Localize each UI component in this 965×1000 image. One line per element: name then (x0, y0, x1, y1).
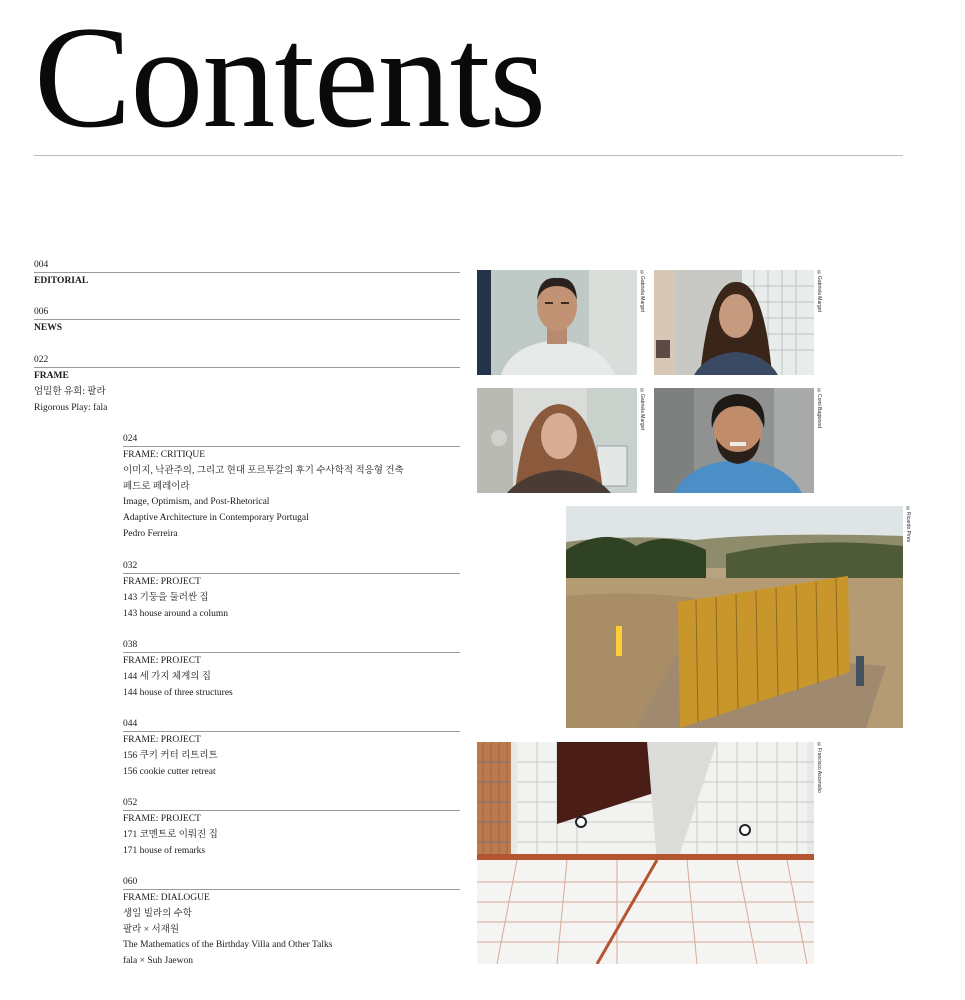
toc-entry-project-156[interactable] (123, 717, 460, 780)
portrait-photo-woman-long-hair (477, 388, 637, 493)
entry-divider (123, 889, 460, 890)
entry-divider (123, 810, 460, 811)
toc-entry-editorial[interactable] (34, 258, 460, 290)
page-title: Contents (34, 0, 546, 158)
entry-line: 171 house of remarks (123, 845, 206, 856)
entry-line: 이미지, 낙관주의, 그리고 현대 포르투갈의 후기 수사학적 적응형 건축 (123, 465, 404, 476)
entry-line: 156 cookie cutter retreat (123, 766, 216, 777)
toc-entry-project-171[interactable] (123, 796, 460, 859)
photo-credit: ©Ricardo Pires (905, 506, 911, 543)
page-number: 052 (123, 798, 138, 808)
page-number: 044 (123, 719, 138, 729)
photo-credit: ©Gabriela Margot (816, 270, 822, 312)
toc-entry-frame[interactable] (34, 353, 460, 416)
entry-line: Pedro Ferreira (123, 528, 178, 539)
entry-line: 팔라 × 서재원 (123, 924, 179, 935)
entry-divider (123, 731, 460, 732)
section-heading: FRAME: CRITIQUE (123, 450, 206, 460)
entry-line: The Mathematics of the Birthday Villa and Other Talks (123, 940, 333, 951)
toc-entry-project-144[interactable] (123, 638, 460, 701)
entry-line: Adaptive Architecture in Contemporary Portugal (123, 513, 309, 524)
entry-line: 엄밀한 유희: 팔라 (34, 386, 106, 397)
photo-credit: ©Gabriela Margot (639, 270, 645, 312)
title-divider (34, 155, 903, 156)
photo-credit: ©Francisco Ascensão (816, 742, 822, 793)
entry-divider (34, 367, 460, 368)
section-heading: FRAME: PROJECT (123, 735, 201, 745)
page-number: 032 (123, 561, 138, 571)
page-number: 038 (123, 640, 138, 650)
page-number: 024 (123, 434, 138, 444)
section-heading: FRAME: PROJECT (123, 577, 201, 587)
section-heading: NEWS (34, 323, 62, 333)
toc-entry-dialogue[interactable] (123, 875, 460, 970)
entry-divider (34, 272, 460, 273)
entry-line: 171 코멘트로 이뤄진 집 (123, 829, 218, 840)
entry-line: 144 house of three structures (123, 687, 233, 698)
section-heading: EDITORIAL (34, 276, 89, 286)
toc-entry-news[interactable] (34, 305, 460, 337)
entry-line: Rigorous Play: fala (34, 402, 108, 413)
entry-line: 페드로 페레이라 (123, 481, 190, 492)
entry-divider (123, 652, 460, 653)
section-heading: FRAME (34, 371, 69, 381)
entry-line: 156 쿠키 커터 리트리트 (123, 750, 218, 761)
portrait-photo-bearded-man (654, 388, 814, 493)
toc-entry-critique[interactable] (123, 432, 460, 543)
portrait-photo-woman-curly (654, 270, 814, 375)
photo-credit: ©Gabriela Margot (639, 388, 645, 430)
toc-entry-project-143[interactable] (123, 559, 460, 622)
entry-line: 144 세 가지 체계의 집 (123, 671, 211, 682)
entry-line: fala × Suh Jaewon (123, 956, 193, 967)
page-number: 022 (34, 355, 49, 365)
section-heading: FRAME: DIALOGUE (123, 893, 210, 903)
section-heading: FRAME: PROJECT (123, 814, 201, 824)
interior-photo (477, 742, 814, 964)
entry-line: 생일 빌라의 수학 (123, 908, 192, 919)
page-number: 006 (34, 307, 49, 317)
portrait-photo-man (477, 270, 637, 375)
page-number: 004 (34, 260, 49, 270)
construction-site-photo (566, 506, 903, 728)
entry-line: 143 기둥을 둘러싼 집 (123, 592, 209, 603)
photo-credit: ©Comi Bagwood (816, 388, 822, 428)
entry-divider (123, 573, 460, 574)
entry-divider (34, 319, 460, 320)
page-number: 060 (123, 877, 138, 887)
entry-divider (123, 446, 460, 447)
entry-line: 143 house around a column (123, 608, 229, 619)
entry-line: Image, Optimism, and Post-Rhetorical (123, 497, 270, 508)
section-heading: FRAME: PROJECT (123, 656, 201, 666)
